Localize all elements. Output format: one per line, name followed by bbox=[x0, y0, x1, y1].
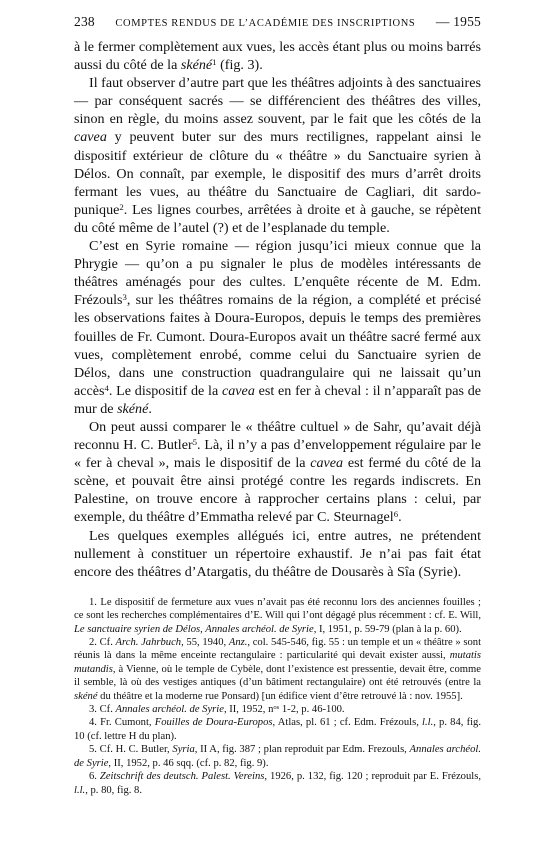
paragraph: Il faut observer d’autre part que les théâtres adjoints à des sanctuaires — par conséquent sacrés — se différencient des théâtres des villes, sinon en règle, du moins assez souvent, par le fait que les côtés de la cavea y peuvent buter sur des murs rectilignes, rappelant ainsi le dispositif extérieur de clôture du « théâtre » du Sanctuaire syrien à Délos. On connaît, par exemple, le dispositif des murs d’arrêt droits fermant les vues, au théâtre du Sanctuaire de Cagliari, dit sardo-punique$^2$. Les lignes courbes, arrêtées à droite et à gauche, se répètent du côté même de l’autel (?) et de l’esplanade du temple. bbox=[74, 75, 481, 236]
running-header bbox=[74, 14, 481, 30]
page-number: 238 bbox=[74, 14, 95, 29]
paragraph: On peut aussi comparer le « théâtre cultuel » de Sahr, qu’avait déjà reconnu H. C. Butler$^5$. Là, il n’y a pas d’enveloppement régulaire par le « fer à cheval », mais le dispositif de la cavea est fermé du côté de la scène, et pouvait être ainsi protégé contre les regards indiscrets. En Palestine, on trouve encore à rapprocher certains plans : celui, par exemple, du théâtre d’Emmatha relevé par C. Steurnagel$^6$. bbox=[74, 418, 481, 526]
paragraph: à le fermer complètement aux vues, les accès étant plus ou moins barrés aussi du côté de la skéné$^1$ (fig. 3). bbox=[74, 39, 481, 74]
footnote-3: 3. Cf. Annales archéol. de Syrie, II, 1952, $n^{os}$ 1-2, p. 46-100. bbox=[89, 704, 345, 716]
paragraph: C’est en Syrie romaine — région jusqu’ici mieux connue que la Phrygie — qu’on a pu signaler le plus de modèles intéressants de théâtres aménagés pour des cultes. L’enquête récente de M. Edm. Frézouls$^3$, sur les théâtres romains de la région, a complété et précisé les observations faites à Doura-Europos, depuis le temps des premières fouilles de Fr. Cumont. Doura-Europos avait un théâtre sacré fermé aux vues, complètement enrobé, comme celui du Sanctuaire syrien de Délos, dans une construction quadrangulaire qui ne laissait qu’un accès$^4$. Le dispositif de la cavea est en fer à cheval : il n’apparaît pas de mur de skéné. bbox=[74, 238, 482, 417]
running-title: COMPTES RENDUS DE L’ACADÉMIE DES INSCRIPTIONS bbox=[115, 18, 416, 29]
footnote-1: 1. Le dispositif de fermeture aux vues n’avait pas été reconnu lors des anciennes fouilles ; ce sont les recherches complémentaires d’E. Will qui l’ont dégagé plus récemment : cf. E. Will, Le sanctuaire syrien de Délos, Annales archéol. de Syrie, I, 1951, p. 59-79 (plan à la p. 60). bbox=[74, 596, 481, 635]
body-text bbox=[74, 38, 481, 581]
footnote-4: 4. Fr. Cumont, Fouilles de Doura-Europos, Atlas, pl. 61 ; cf. Edm. Frézouls, l.l., p. 84, fig. 10 (cf. lettre H du plan). bbox=[74, 717, 481, 742]
footnote-5: 5. Cf. H. C. Butler, Syria, II A, fig. 387 ; plan reproduit par Edm. Frezouls, Annales archéol. de Syrie, II, 1952, p. 46 sqq. (cf. p. 82, fig. 9). bbox=[74, 744, 481, 769]
footnote-2: 2. Cf. Arch. Jahrbuch, 55, 1940, Anz., col. 545-546, fig. 55 : un temple et un « théâtre » sont réunis là dans la même enceinte rectangulaire : particularité qui devait exister aussi, mutatis mutandis, à Vienne, où le temple de Cybèle, dont l’existence est pressentie, devait être, comme il semble, là où des vestiges antiques (d’un bâtiment rectangulaire) ont été retrouvés (entre la skéné du théâtre et la moderne rue Ponsard) [un édifice vient d’être retrouvé là : nov. 1955]. bbox=[74, 637, 482, 702]
footnote-6: 6. Zeitschrift des deutsch. Palest. Vereins, 1926, p. 132, fig. 120 ; reproduit par E. Frézouls, l.l., p. 80, fig. 8. bbox=[74, 771, 481, 796]
footnotes bbox=[74, 596, 481, 797]
header-year: — 1955 bbox=[435, 14, 481, 29]
paragraph: Les quelques exemples allégués ici, entre autres, ne prétendent nullement à constituer un répertoire exhaustif. Je n’ai pas fait état encore des théâtres d’Atargatis, du théâtre de Dousarès à Sîa (Syrie). bbox=[74, 527, 481, 580]
